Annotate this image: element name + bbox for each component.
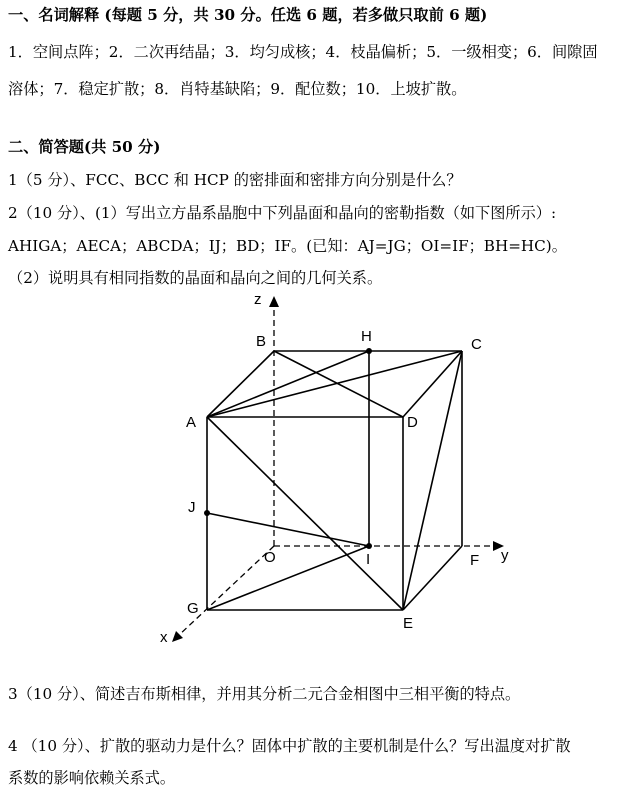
question-1: 1（5 分）、FCC、BCC 和 HCP 的密排面和密排方向分别是什么？ — [8, 171, 462, 189]
cube-diagram — [150, 290, 530, 650]
label-d: D — [407, 414, 418, 431]
section-1-heading: 一、名词解释 (每题 5 分，共 30 分。任选 6 题，若多做只取前 6 题) — [8, 6, 488, 24]
edge-a-b — [207, 351, 274, 417]
point-h-dot — [366, 348, 372, 354]
line-c-e — [403, 351, 462, 610]
question-2-line-3: （2）说明具有相同指数的晶面和晶向之间的几何关系。 — [8, 269, 383, 287]
point-j-dot — [204, 510, 210, 516]
terms-line-1: 1．空间点阵；2．二次再结晶；3．均匀成核；4．枝晶偏析；5．一级相变；6．间隙固 — [8, 43, 598, 61]
question-3: 3（10 分）、简述吉布斯相律，并用其分析二元合金相图中三相平衡的特点。 — [8, 685, 521, 703]
line-j-i — [207, 513, 369, 546]
terms-line-2: 溶体；7．稳定扩散；8．肖特基缺陷；9．配位数；10．上坡扩散。 — [8, 80, 467, 98]
x-axis-arrowhead — [172, 631, 183, 642]
label-y: y — [501, 547, 509, 564]
edge-d-c — [403, 351, 462, 417]
label-f: F — [470, 552, 480, 569]
question-4-line-2: 系数的影响依赖关系式。 — [8, 769, 176, 787]
line-b-d — [274, 351, 403, 417]
label-h: H — [361, 328, 372, 345]
label-o: O — [264, 549, 276, 566]
question-2-line-2: AHIGA；AECA；ABCDA；IJ；BD；IF。(已知：AJ=JG；OI=IF；BH=HC)。 — [8, 237, 567, 255]
label-e: E — [403, 615, 414, 632]
edge-e-f — [403, 546, 462, 610]
label-c: C — [471, 336, 482, 353]
point-i-dot — [366, 543, 372, 549]
x-axis — [178, 546, 274, 636]
label-g: G — [187, 600, 199, 617]
label-j: J — [188, 499, 196, 516]
label-i: I — [366, 551, 371, 568]
line-a-c — [207, 351, 462, 417]
label-b: B — [256, 333, 267, 350]
label-z: z — [254, 291, 262, 308]
label-a: A — [186, 414, 197, 431]
line-i-g — [207, 546, 369, 610]
z-axis-arrowhead — [269, 296, 279, 307]
label-x: x — [160, 629, 168, 646]
question-2-line-1: 2（10 分）、(1）写出立方晶系晶胞中下列晶面和晶向的密勒指数（如下图所示）: — [8, 204, 557, 222]
line-a-h — [207, 351, 369, 417]
question-4-line-1: 4 （10 分）、扩散的驱动力是什么？固体中扩散的主要机制是什么？写出温度对扩散 — [8, 737, 571, 755]
section-2-heading: 二、简答题(共 50 分) — [8, 138, 161, 156]
